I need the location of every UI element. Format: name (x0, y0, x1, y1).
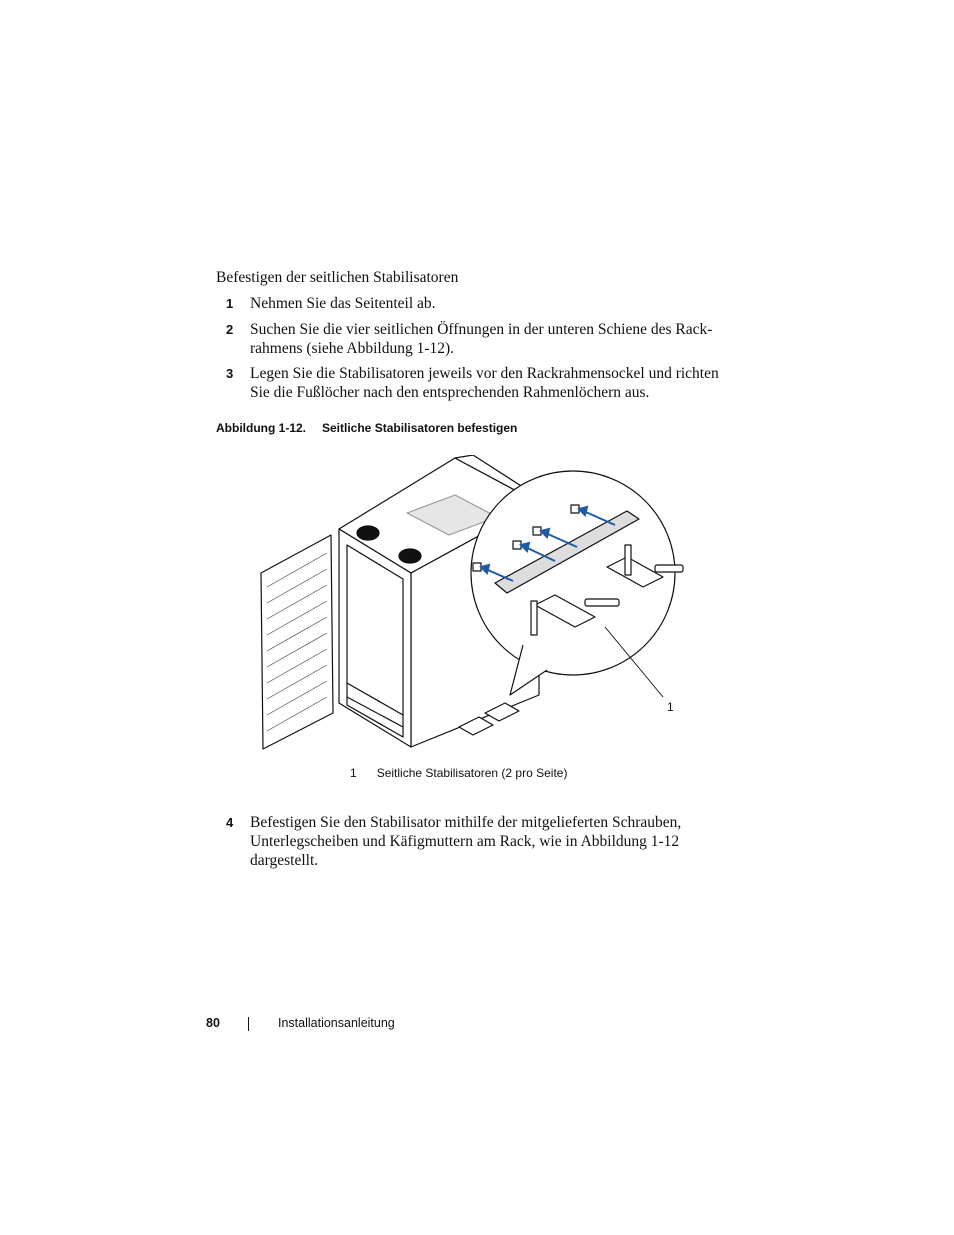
step-number: 2 (226, 322, 234, 337)
rack-front-opening (347, 545, 403, 737)
intro-heading: Befestigen der seitlichen Stabilisatoren (216, 269, 459, 286)
figure-title: Seitliche Stabilisatoren befestigen (322, 421, 518, 435)
footer-separator (248, 1017, 249, 1031)
figure-legend (350, 766, 567, 780)
page-number: 80 (206, 1016, 220, 1030)
step-number: 4 (226, 815, 234, 830)
callout-number: 1 (667, 700, 674, 714)
step-number: 1 (226, 296, 234, 311)
figure-label: Abbildung 1-12. (216, 421, 306, 435)
step-text: Legen Sie die Stabilisatoren jeweils vor den Rackrahmensockel und richten Sie die Fußlöcher nach den entsprechenden Rahmenlöchern aus. (250, 365, 719, 401)
footer-title: Installationsanleitung (278, 1016, 395, 1030)
figure-caption (216, 421, 517, 435)
page-footer (206, 1016, 395, 1030)
rack-stabilizer-illustration (255, 455, 695, 755)
legend-text: Seitliche Stabilisatoren (2 pro Seite) (376, 766, 568, 780)
cable-hole-icon (399, 549, 421, 563)
cable-hole-icon (357, 526, 379, 540)
step-number: 3 (226, 366, 234, 381)
step-text: Nehmen Sie das Seitenteil ab. (250, 295, 436, 312)
step-text: Befestigen Sie den Stabilisator mithilfe der mitgelieferten Schrauben, Unterlegscheiben und Käfigmuttern am Rack, wie in Abbildung 1-12 dargestellt. (250, 814, 682, 869)
rack-door (261, 535, 333, 749)
step-text: Suchen Sie die vier seitlichen Öffnungen in der unteren Schiene des Rack-rahmens (siehe Abbildung 1-12). (250, 321, 713, 357)
legend-number: 1 (350, 766, 357, 780)
